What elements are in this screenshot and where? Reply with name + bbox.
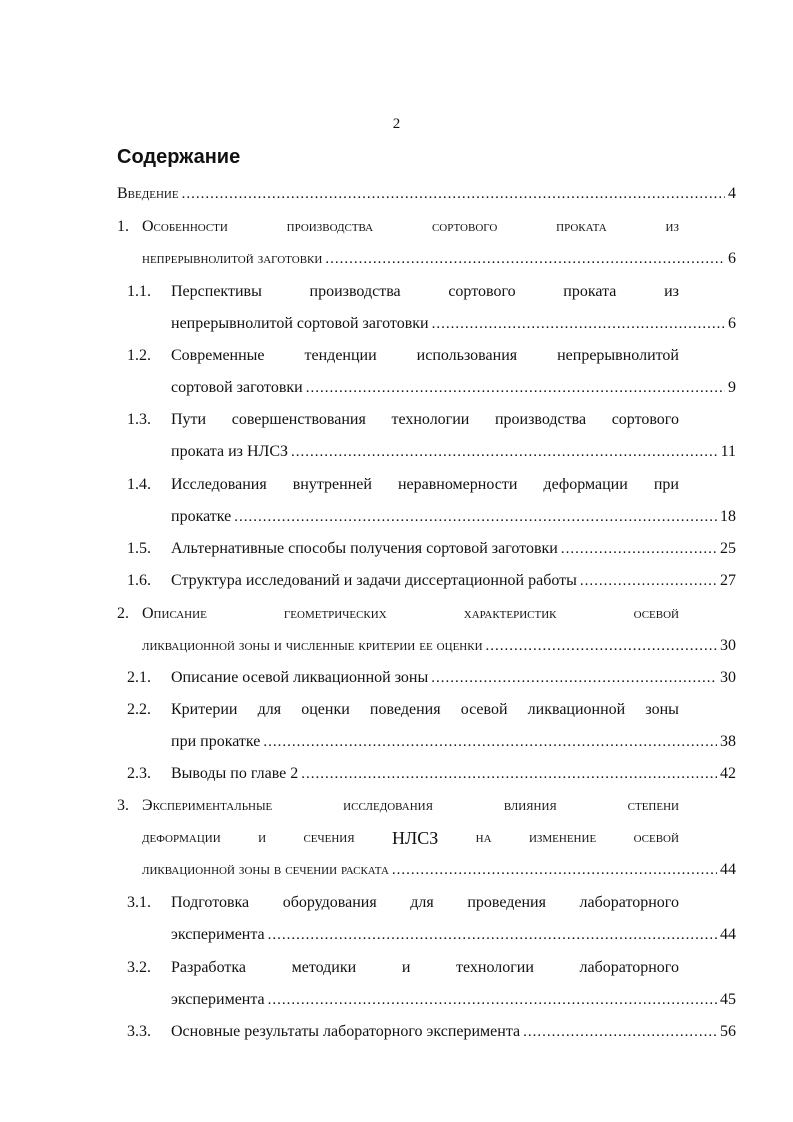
toc-page-number: 4 xyxy=(728,185,736,202)
toc-entry-label-line2: деформации и сечения НЛСЗ на изменение осевой xyxy=(142,828,679,848)
toc-entry-number: 3.2. xyxy=(127,959,151,976)
toc-entry-label-line2: эксперимента xyxy=(171,926,265,943)
toc-entry-s1-cont[interactable] xyxy=(142,248,736,270)
toc-page-number: 27 xyxy=(720,572,736,589)
leader-dots xyxy=(234,506,717,528)
toc-entry-3-1[interactable] xyxy=(127,892,679,914)
leader-dots xyxy=(306,377,725,399)
toc-entry-label-line1: Особенности производства сортового проката из xyxy=(142,218,679,235)
toc-entry-label-line2: непрерывнолитой сортовой заготовки xyxy=(171,315,429,332)
toc-entry-1-6[interactable] xyxy=(127,570,736,592)
toc-entry-number: 3.1. xyxy=(127,894,151,911)
toc-entry-1-1[interactable] xyxy=(127,281,679,303)
page-number: 2 xyxy=(392,116,401,132)
toc-entry-label-line1: Пути совершенствования технологии производства сортового xyxy=(171,411,679,428)
leader-dots xyxy=(263,731,717,753)
toc-entry-1-4[interactable] xyxy=(127,474,679,496)
leader-dots xyxy=(268,924,717,946)
toc-entry-s2[interactable] xyxy=(117,603,679,625)
toc-entry-label-line2: ликвационной зоны и численные критерии ее оценки xyxy=(142,637,483,654)
leader-dots xyxy=(291,441,718,463)
toc-page-number: 42 xyxy=(720,765,736,782)
leader-dots xyxy=(182,183,725,205)
toc-entry-label: Альтернативные способы получения сортовой заготовки xyxy=(171,540,558,557)
toc-page-number: 9 xyxy=(728,379,736,396)
toc-entry-1-4-cont[interactable] xyxy=(171,506,736,528)
toc-entry-label-line2: прокатке xyxy=(171,508,232,525)
toc-entry-1-5[interactable] xyxy=(127,538,736,560)
toc-entry-2-2[interactable] xyxy=(127,699,679,721)
toc-entry-number: 1.3. xyxy=(127,411,151,428)
toc-entry-1-2[interactable] xyxy=(127,345,679,367)
toc-entry-label-line1: Экспериментальные исследования влияния степени xyxy=(142,797,679,814)
toc-page-number: 56 xyxy=(720,1023,736,1040)
toc-entry-label-line2: проката из НЛСЗ xyxy=(171,443,289,460)
toc-entry-number: 3.3. xyxy=(127,1023,151,1040)
toc-entry-label-line1: Современные тенденции использования непрерывнолитой xyxy=(171,347,679,364)
toc-entry-1-3[interactable] xyxy=(127,409,679,431)
toc-entry-number: 3. xyxy=(117,797,129,814)
toc-entry-label-line2: непрерывнолитой заготовки xyxy=(142,250,323,267)
toc-entry-label: Основные результаты лабораторного эксперимента xyxy=(171,1023,521,1040)
toc-page-number: 44 xyxy=(720,926,736,943)
toc-entry-label-line1: Критерии для оценки поведения осевой ликвационной зоны xyxy=(171,701,679,718)
toc-entry-s2-cont[interactable] xyxy=(142,635,736,657)
toc-entry-label-line2: при прокатке xyxy=(171,733,261,750)
toc-entry-s3-line2[interactable] xyxy=(142,827,679,849)
toc-entry-number: 2.2. xyxy=(127,701,151,718)
toc-entry-label: Описание осевой ликвационной зоны xyxy=(171,669,429,686)
leader-dots xyxy=(268,989,717,1011)
toc-entry-number: 2.3. xyxy=(127,765,151,782)
toc-entry-number: 1.4. xyxy=(127,476,151,493)
leader-dots xyxy=(325,248,725,270)
toc-page-number: 30 xyxy=(720,669,736,686)
toc-page-number: 18 xyxy=(720,508,736,525)
leader-dots xyxy=(523,1021,717,1043)
toc-entry-s3-cont[interactable] xyxy=(142,859,736,881)
toc-entry-label-line1: Подготовка оборудования для проведения лабораторного xyxy=(171,894,679,911)
toc-entry-1-2-cont[interactable] xyxy=(171,377,736,399)
toc-entry-label-line1: Перспективы производства сортового проката из xyxy=(171,283,679,300)
toc-entry-intro[interactable] xyxy=(117,183,736,205)
toc-entry-label-line1: Описание геометрических характеристик осевой xyxy=(142,605,679,622)
toc-entry-1-3-cont[interactable] xyxy=(171,441,736,463)
toc-entry-s3[interactable] xyxy=(117,795,679,817)
toc-entry-label-line1: Разработка методики и технологии лабораторного xyxy=(171,959,679,976)
toc-entry-2-1[interactable] xyxy=(127,667,736,689)
page-title: Содержание xyxy=(117,146,241,168)
leader-dots xyxy=(301,763,717,785)
toc-entry-number: 2.1. xyxy=(127,669,151,686)
leader-dots xyxy=(431,667,717,689)
toc-entry-number: 1. xyxy=(117,218,129,235)
toc-page-number: 45 xyxy=(720,991,736,1008)
toc-entry-label-line1: Исследования внутренней неравномерности деформации при xyxy=(171,476,679,493)
toc-page-number: 6 xyxy=(728,250,736,267)
toc-entry-label: Выводы по главе 2 xyxy=(171,765,299,782)
toc-entry-label: Структура исследований и задачи диссертационной работы xyxy=(171,572,577,589)
toc-entry-number: 1.2. xyxy=(127,347,151,364)
leader-dots xyxy=(561,538,717,560)
toc-entry-label: Введение xyxy=(117,185,179,202)
toc-entry-2-3[interactable] xyxy=(127,763,736,785)
toc-page-number: 38 xyxy=(720,733,736,750)
toc-entry-3-2-cont[interactable] xyxy=(171,989,736,1011)
toc-entry-1-1-cont[interactable] xyxy=(171,313,736,335)
toc-entry-label-line2: эксперимента xyxy=(171,991,265,1008)
toc-page-number: 25 xyxy=(720,540,736,557)
toc-entry-number: 1.6. xyxy=(127,572,151,589)
toc-page-number: 6 xyxy=(728,315,736,332)
toc-entry-number: 1.1. xyxy=(127,283,151,300)
toc-page-number: 11 xyxy=(720,443,736,460)
toc-page-number: 30 xyxy=(720,637,736,654)
leader-dots xyxy=(580,570,717,592)
toc-entry-label-line2: сортовой заготовки xyxy=(171,379,303,396)
leader-dots xyxy=(432,313,725,335)
toc-entry-number: 2. xyxy=(117,605,129,622)
toc-entry-s1[interactable] xyxy=(117,216,679,238)
toc-entry-label-line3: ликвационной зоны в сечении раската xyxy=(142,861,389,878)
toc-entry-2-2-cont[interactable] xyxy=(171,731,736,753)
toc-entry-3-2[interactable] xyxy=(127,957,679,979)
toc-entry-3-3[interactable] xyxy=(127,1021,736,1043)
toc-entry-number: 1.5. xyxy=(127,540,151,557)
toc-page-number: 44 xyxy=(720,861,736,878)
leader-dots xyxy=(486,635,717,657)
toc-entry-3-1-cont[interactable] xyxy=(171,924,736,946)
leader-dots xyxy=(392,859,717,881)
